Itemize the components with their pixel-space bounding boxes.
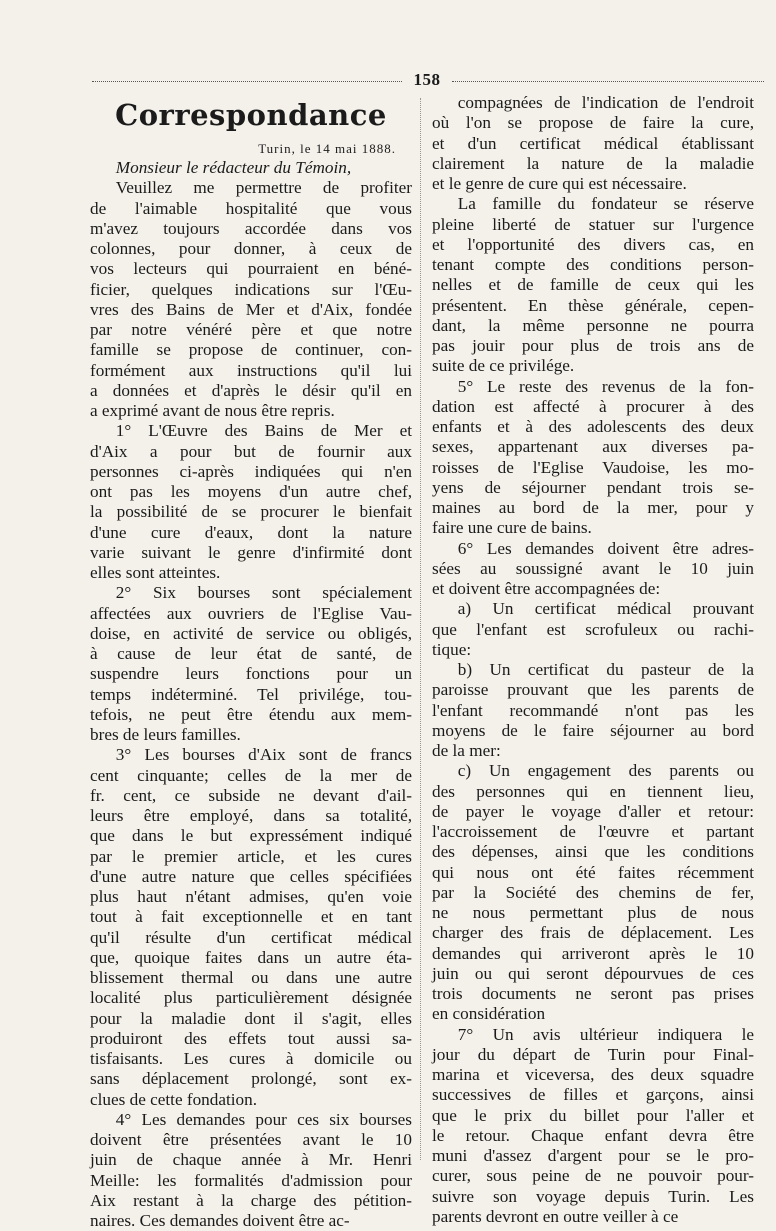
paragraph bbox=[432, 761, 754, 1024]
paragraph bbox=[90, 745, 412, 1110]
text-line: et le genre de cure qui est nécessaire. bbox=[432, 174, 687, 193]
text-line: parents devront en outre veiller à ce bbox=[432, 1206, 679, 1226]
text-line: c) Un engagement des parents ou bbox=[457, 761, 754, 781]
text-line: tisfaisants. Les cures à domicile ou bbox=[90, 1049, 412, 1068]
text-line: nelles et de famille de ceux qui les bbox=[432, 275, 754, 295]
page-header bbox=[92, 70, 764, 92]
text-line: le retour. Chaque enfant devra être bbox=[432, 1125, 754, 1145]
text-line: 5° Le reste des revenus de la fon- bbox=[457, 376, 754, 396]
text-line: La famille du fondateur se réserve bbox=[457, 194, 754, 214]
text-line: que l'enfant est scrofuleux ou rachi- bbox=[432, 619, 754, 639]
text-line: par notre vénéré père et que notre bbox=[90, 320, 412, 339]
text-line: leurs être employé, dans sa totalité, bbox=[90, 806, 412, 825]
text-line: marina et viceversa, des deux squadre bbox=[432, 1065, 754, 1084]
text-line: des personnes qui en tiennent lieu, bbox=[432, 781, 754, 801]
text-line: où l'on se propose de faire la cure, bbox=[432, 113, 754, 133]
text-line: doise, en activité de service ou obligés, bbox=[90, 623, 412, 643]
paragraph bbox=[432, 539, 754, 600]
text-line: famille se propose de continuer, con- bbox=[90, 340, 412, 360]
paragraph bbox=[90, 1110, 412, 1231]
text-line: sexes, appartenant aux diverses pa- bbox=[432, 437, 754, 457]
text-line: que dans le but expressément indiqué bbox=[90, 826, 412, 846]
text-line: tout à fait exceptionnelle et en tant bbox=[90, 907, 412, 927]
text-line: vres des Bains de Mer et d'Aix, fondée bbox=[90, 299, 412, 319]
text-line: trois documents ne seront pas prises bbox=[432, 984, 754, 1003]
text-line: sées au soussigné avant le 10 juin bbox=[432, 558, 754, 578]
text-line: demandes qui arriveront après le 10 bbox=[432, 943, 754, 963]
text-line: produiront des effets tout aussi sa- bbox=[90, 1028, 412, 1048]
text-line: localité plus particulièrement désignée bbox=[90, 988, 412, 1008]
text-line: varie suivant le genre d'infirmité dont bbox=[90, 542, 412, 562]
text-line: jour du départ de Turin pour Final- bbox=[432, 1044, 754, 1064]
text-line: et l'opportunité des divers cas, en bbox=[432, 234, 754, 254]
paragraph bbox=[432, 599, 754, 660]
text-line: suspendre leurs fonctions pour un bbox=[90, 664, 412, 684]
column-divider bbox=[420, 98, 421, 1160]
text-line: par le premier article, et les cures bbox=[90, 846, 412, 866]
paragraph bbox=[432, 194, 754, 376]
text-line: juin ou qui seront dépourvues de ces bbox=[432, 963, 754, 983]
text-line: l'enfant recommandé n'ont pas les bbox=[432, 700, 754, 720]
text-line: yens de séjourner pendant trois se- bbox=[432, 477, 754, 497]
text-line: à cause de leur état de santé, de bbox=[90, 644, 412, 663]
text-line: qui nous ont été faites récemment bbox=[432, 862, 754, 882]
text-line: ne nous permettant plus de nous bbox=[432, 903, 754, 922]
text-line: et d'un certificat médical établissant bbox=[432, 133, 754, 153]
text-line: maines au bord de la mer, pour y bbox=[432, 498, 754, 517]
text-line: a données et d'après le désir qu'il en bbox=[90, 380, 412, 400]
text-line: successives de filles et garçons, ainsi bbox=[432, 1085, 754, 1105]
text-line: formément aux instructions qu'il lui bbox=[90, 360, 412, 380]
text-line: Meille: les formalités d'admission pour bbox=[90, 1170, 412, 1190]
text-line: tefois, ne peut être étendu aux mem- bbox=[90, 704, 412, 724]
text-line: dant, la même personne ne pourra bbox=[432, 315, 754, 335]
text-line: l'accroissement de l'œuvre et partant bbox=[432, 822, 754, 841]
text-line: doivent être présentées avant le 10 bbox=[90, 1130, 412, 1149]
text-line: que, quoique faites dans un autre éta- bbox=[90, 947, 412, 967]
text-line: moyens de le faire séjourner au bord bbox=[432, 720, 754, 740]
text-line: pour la maladie dont il s'agit, elles bbox=[90, 1008, 412, 1028]
text-line: clues de cette fondation. bbox=[90, 1089, 258, 1109]
paragraph bbox=[432, 93, 754, 194]
text-line: 3° Les bourses d'Aix sont de francs bbox=[115, 745, 412, 765]
text-line: paroisse prouvant que les parents de bbox=[432, 680, 754, 700]
text-line: charger des frais de déplacement. Les bbox=[432, 923, 754, 943]
text-line: 6° Les demandes doivent être adres- bbox=[457, 538, 754, 558]
dateline: Turin, le 14 mai 1888. bbox=[258, 141, 396, 156]
text-line: dation est affecté à procurer à des bbox=[432, 396, 754, 416]
text-line: par la Société des chemins de fer, bbox=[432, 882, 754, 902]
text-line: tenant compte des conditions person- bbox=[432, 255, 754, 274]
text-line: elles sont atteintes. bbox=[90, 563, 221, 582]
text-line: m'avez toujours accordée dans vos bbox=[90, 218, 412, 238]
text-line: et doivent être accompagnées de: bbox=[432, 579, 661, 598]
text-line: présentent. En thèse générale, cepen- bbox=[432, 295, 754, 315]
left-column bbox=[90, 96, 412, 1231]
text-line: 4° Les demandes pour ces six bourses bbox=[115, 1109, 412, 1129]
text-line: blissement thermal ou dans une autre bbox=[90, 968, 412, 987]
text-line: 7° Un avis ultérieur indiquera le bbox=[457, 1024, 754, 1044]
text-line: curer, sous peine de ne pouvoir pour- bbox=[432, 1166, 754, 1186]
text-line: a) Un certificat médical prouvant bbox=[457, 599, 754, 619]
text-line: d'une cure d'eaux, dont la nature bbox=[90, 522, 412, 542]
text-line: suivre son voyage depuis Turin. Les bbox=[432, 1186, 754, 1206]
text-line: la possibilité de se procurer le bienfait bbox=[90, 502, 412, 522]
paragraph bbox=[90, 583, 412, 745]
paragraph bbox=[90, 421, 412, 583]
text-line: Veuillez me permettre de profiter bbox=[115, 178, 412, 198]
text-line: naires. Ces demandes doivent être ac- bbox=[90, 1211, 350, 1230]
text-line: enfants et à des adolescents des deux bbox=[432, 417, 754, 436]
text-line: tique: bbox=[432, 639, 472, 659]
text-line: bres de leurs familles. bbox=[90, 725, 241, 744]
text-line: des dépenses, ainsi que les conditions bbox=[432, 842, 754, 862]
text-line: de la mer: bbox=[432, 741, 501, 760]
text-line: a exprimé avant de nous être repris. bbox=[90, 401, 335, 420]
text-line: affectées aux ouvriers de l'Eglise Vau- bbox=[90, 603, 412, 623]
text-line: de l'aimable hospitalité que vous bbox=[90, 198, 412, 218]
text-line: clairement la nature de la maladie bbox=[432, 153, 754, 173]
right-column bbox=[432, 93, 754, 1227]
text-line: ficier, quelques indications sur l'Œu- bbox=[90, 279, 412, 299]
text-line: Aix restant à la charge des pétition- bbox=[90, 1190, 412, 1210]
paragraph bbox=[90, 178, 412, 421]
salutation: Monsieur le rédacteur du Témoin, bbox=[115, 158, 352, 177]
article-title: Correspondance bbox=[115, 98, 387, 132]
text-line: qu'il résulte d'un certificat médical bbox=[90, 927, 412, 947]
text-line: d'Aix a pour but de fournir aux bbox=[90, 441, 412, 461]
text-line: b) Un certificat du pasteur de la bbox=[457, 660, 754, 679]
text-line: de payer le voyage d'aller et retour: bbox=[432, 801, 754, 821]
text-line: colonnes, pour donner, à ceux de bbox=[90, 239, 412, 258]
text-line: faire une cure de bains. bbox=[432, 518, 592, 538]
text-line: suite de ce privilége. bbox=[432, 356, 575, 376]
text-line: d'une autre nature que celles spécifiées bbox=[90, 866, 412, 886]
text-line: fr. cent, ce subside ne devant d'ail- bbox=[90, 785, 412, 805]
text-line: muni d'assez d'argent pour se le pro- bbox=[432, 1146, 754, 1165]
paragraph bbox=[432, 377, 754, 539]
text-line: ont pas les moyens d'un autre chef, bbox=[90, 482, 412, 501]
text-line: en considération bbox=[432, 1004, 546, 1024]
text-line: que le prix du billet pour l'aller et bbox=[432, 1105, 754, 1125]
left-column-body bbox=[90, 178, 412, 1231]
text-line: vos lecteurs qui pourraient en béné- bbox=[90, 259, 412, 279]
paragraph bbox=[432, 1025, 754, 1228]
page-number: 158 bbox=[413, 70, 441, 89]
text-line: juin de chaque année à Mr. Henri bbox=[90, 1150, 412, 1170]
text-line: sans déplacement prolongé, sont ex- bbox=[90, 1069, 412, 1089]
right-column-body bbox=[432, 93, 754, 1227]
text-line: plus haut n'étant admises, qu'en voie bbox=[90, 887, 412, 906]
text-line: 2° Six bourses sont spécialement bbox=[115, 583, 412, 603]
text-line: cent cinquante; celles de la mer de bbox=[90, 765, 412, 785]
header-rule-left bbox=[92, 81, 402, 82]
text-line: compagnées de l'indication de l'endroit bbox=[457, 93, 754, 112]
text-line: personnes ci-après indiquées qui n'en bbox=[90, 461, 412, 481]
header-rule-right bbox=[452, 81, 764, 82]
paragraph bbox=[432, 660, 754, 761]
text-line: 1° L'Œuvre des Bains de Mer et bbox=[115, 421, 412, 441]
text-line: pleine liberté de statuer sur l'urgence bbox=[432, 214, 754, 234]
text-line: pas jouir pour plus de trois ans de bbox=[432, 336, 754, 355]
text-line: temps indéterminé. Tel privilége, tou- bbox=[90, 684, 412, 704]
text-line: roisses de l'Eglise Vaudoise, les mo- bbox=[432, 457, 754, 477]
